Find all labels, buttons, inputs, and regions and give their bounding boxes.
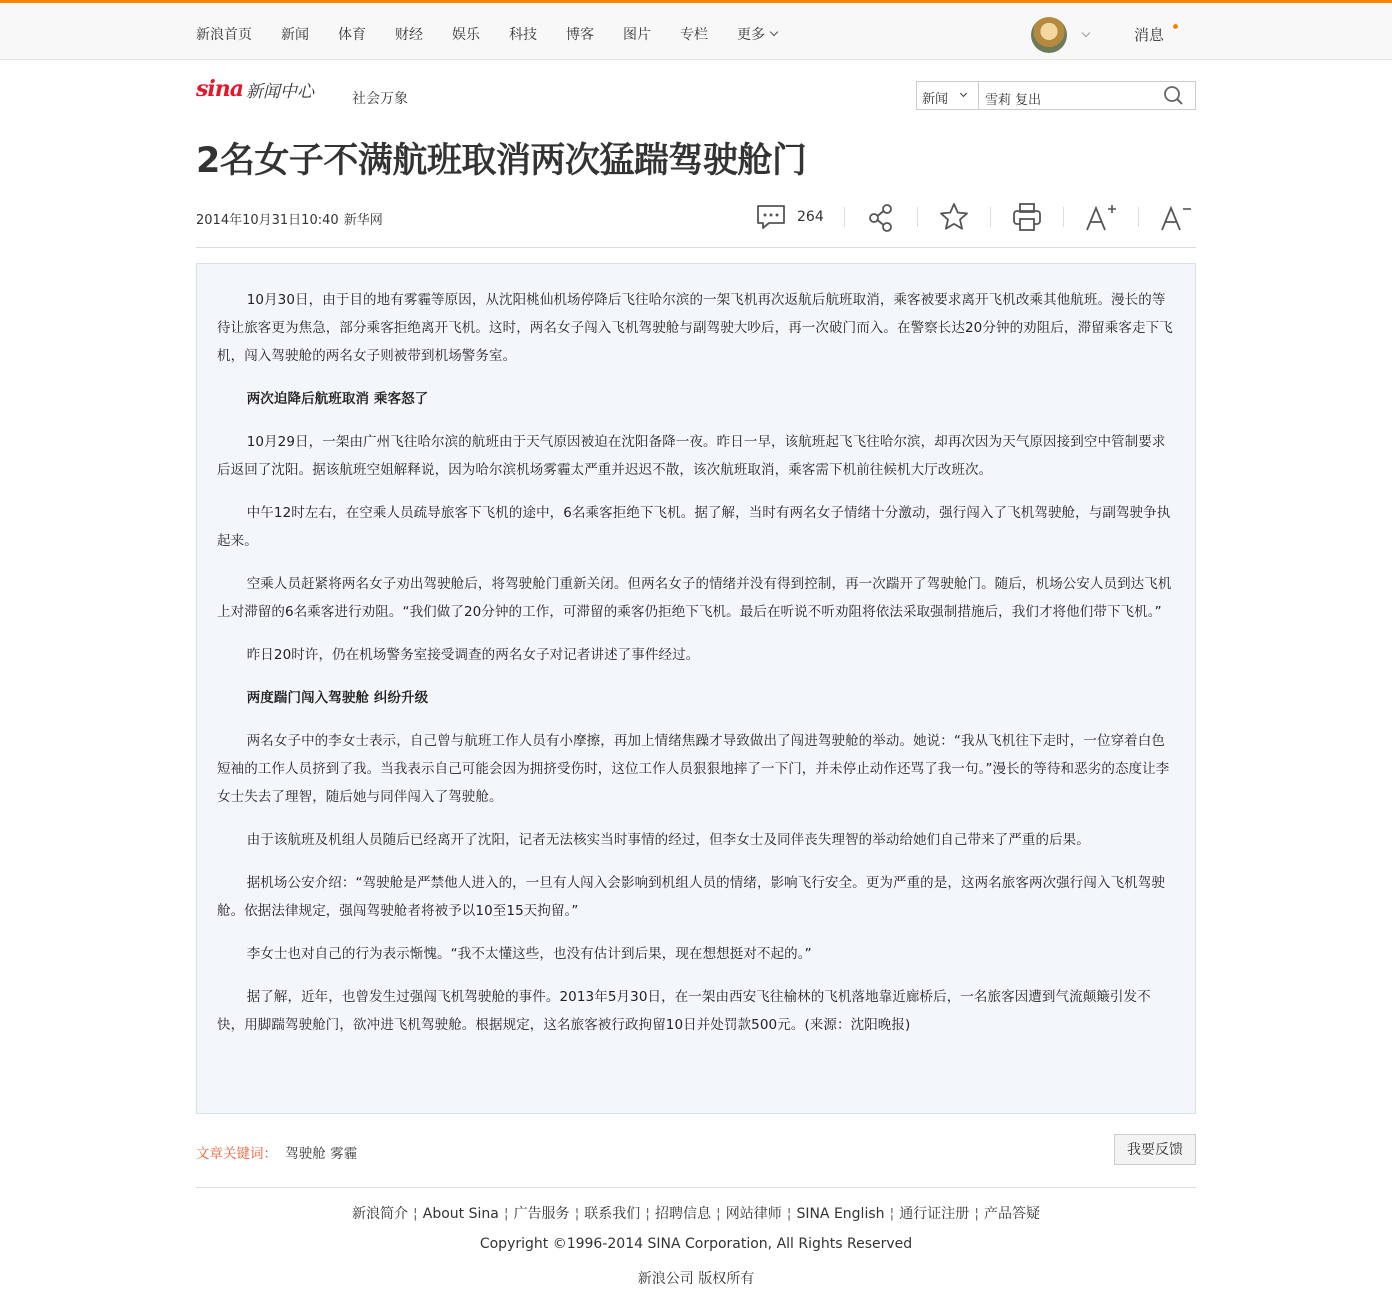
notification-dot	[1172, 23, 1179, 30]
chevron-down-icon	[960, 90, 967, 97]
article-paragraph: 李女士也对自己的行为表示惭愧。“我不太懂这些，也没有估计到后果，现在想想挺对不起的。”	[246, 946, 812, 962]
news-center-label: 新闻中心	[246, 82, 314, 102]
article-source[interactable]: 新华网	[343, 213, 383, 228]
article-paragraph: 由于该航班及机组人员随后已经离开了沈阳，记者无法核实当时事情的经过，但李女士及同伴丧失理智的举动给她们自己带来了严重的后果。	[246, 832, 1090, 848]
divider	[990, 207, 991, 227]
star-icon	[938, 201, 970, 233]
footer-separator: ¦	[645, 1206, 650, 1222]
article-paragraph: 10月29日，一架由广州飞往哈尔滨的航班由于天气原因被迫在沈阳备降一夜。昨日一早，该航班起飞飞往哈尔滨，却再次因为天气原因接到空中管制要求后返回了沈阳。据该航班空姐解释说，因为哈尔滨机场雾霾太严重并迟迟不散，该次航班取消，乘客需下机前往候机大厅改班次。	[217, 434, 1166, 478]
top-nav-bar	[0, 0, 1392, 60]
footer-separator: ¦	[974, 1206, 979, 1222]
footer-separator: ¦	[716, 1206, 721, 1222]
footer-separator: ¦	[413, 1206, 418, 1222]
footer-link-register[interactable]: 通行证注册	[899, 1206, 970, 1222]
comment-button[interactable]	[755, 199, 824, 235]
footer-separator: ¦	[889, 1206, 895, 1222]
nav-item-finance[interactable]: 财经	[395, 27, 423, 43]
comment-icon	[755, 202, 787, 232]
divider	[844, 207, 845, 227]
footer-link-about-sina[interactable]: About Sina	[422, 1206, 499, 1222]
nav-item-news[interactable]: 新闻	[281, 27, 309, 43]
font-increase-button[interactable]	[1084, 199, 1118, 235]
article-paragraph: 据机场公安介绍：“驾驶舱是严禁他人进入的，一旦有人闯入会影响到机组人员的情绪，影响飞行安全。更为严重的是，这两名旅客两次强行闯入飞机驾驶舱。依据法律规定，强闯驾驶舱者将被予以10至15天拘留。”	[217, 875, 1165, 919]
print-button[interactable]	[1011, 199, 1043, 235]
print-icon	[1011, 201, 1043, 233]
article-paragraph: 昨日20时许，仍在机场警务室接受调查的两名女子对记者讲述了事件经过。	[246, 647, 700, 663]
footer-link-lawyer[interactable]: 网站律师	[725, 1206, 782, 1222]
nav-item-blog[interactable]: 博客	[566, 27, 594, 43]
chevron-down-icon[interactable]	[1082, 29, 1090, 37]
article-paragraph: 据了解，近年，也曾发生过强闯飞机驾驶舱的事件。2013年5月30日，在一架由西安飞往榆林的飞机落地靠近廊桥后，一名旅客因遭到气流颠簸引发不快，用脚踹驾驶舱门，欲冲进飞机驾驶舱。根据规定，这名旅客被行政拘留10日并处罚款500元。(来源：沈阳晚报)	[217, 989, 1151, 1033]
footer-separator: ¦	[786, 1206, 792, 1222]
copyright-text: Copyright ©1996-2014 SINA Corporation, All Rights Reserved	[479, 1236, 913, 1252]
footer-link-faq[interactable]: 产品答疑	[983, 1206, 1040, 1222]
top-nav	[196, 24, 806, 44]
article-keywords	[196, 1142, 357, 1162]
article-paragraph: 两名女子中的李女士表示，自己曾与航班工作人员有小摩擦，再加上情绪焦躁才导致做出了闯进驾驶舱的举动。她说：“我从飞机往下走时，一位穿着白色短袖的工作人员挤到了我。当我表示自己可能会因为拥挤受伤时，这位工作人员狠狠地摔了一下门，并未停止动作还骂了我一句。”漫长的等待和恶劣的态度让李女士失去了理智，随后她与同伴闯入了驾驶舱。	[217, 733, 1170, 805]
search-button[interactable]	[1155, 82, 1195, 109]
sina-news-logo[interactable]	[196, 76, 314, 102]
divider	[196, 1187, 1196, 1188]
article-toolbar	[755, 199, 1193, 235]
search-input[interactable]	[979, 82, 1155, 109]
footer-link-about[interactable]: 新浪简介	[352, 1206, 409, 1222]
search-icon	[1155, 82, 1195, 109]
sina-logo-text: sina	[196, 76, 243, 102]
article-subheading: 两次迫降后航班取消 乘客怒了	[246, 391, 429, 407]
keywords-links[interactable]: 驾驶舱 雾霾	[285, 1146, 358, 1162]
nav-item-photos[interactable]: 图片	[623, 27, 651, 43]
comment-count: 264	[797, 209, 824, 225]
divider	[1138, 207, 1139, 227]
footer-link-jobs[interactable]: 招聘信息	[655, 1206, 711, 1222]
nav-item-sports[interactable]: 体育	[338, 27, 366, 43]
article-paragraph: 中午12时左右，在空乘人员疏导旅客下飞机的途中，6名乘客拒绝下飞机。据了解，当时有两名女子情绪十分激动，强行闯入了飞机驾驶舱，与副驾驶争执起来。	[217, 505, 1171, 549]
font-decrease-icon	[1159, 201, 1193, 233]
footer-link-ads[interactable]: 广告服务	[513, 1206, 570, 1222]
share-icon	[865, 201, 897, 233]
publish-datetime: 2014年10月31日10:40	[196, 213, 339, 228]
company-text: 新浪公司 版权所有	[637, 1271, 755, 1287]
font-decrease-button[interactable]	[1159, 199, 1193, 235]
footer-links	[196, 1203, 1196, 1223]
nav-item-tech[interactable]: 科技	[509, 27, 537, 43]
footer-link-english[interactable]: SINA English	[796, 1206, 885, 1222]
nav-item-entertainment[interactable]: 娱乐	[452, 27, 480, 43]
article-body	[196, 263, 1196, 1114]
divider	[1063, 207, 1064, 227]
footer-link-contact[interactable]: 联系我们	[584, 1206, 641, 1222]
nav-item-more[interactable]	[737, 24, 777, 44]
article-subheading: 两度踹门闯入驾驶舱 纠纷升级	[246, 690, 429, 706]
search-box	[916, 81, 1196, 110]
nav-more-label: 更多	[737, 27, 765, 43]
share-button[interactable]	[865, 199, 897, 235]
nav-item-columns[interactable]: 专栏	[680, 27, 708, 43]
divider	[917, 207, 918, 227]
search-category-value: 新闻	[922, 92, 949, 107]
favorite-button[interactable]	[938, 199, 970, 235]
nav-item-home[interactable]: 新浪首页	[196, 27, 252, 43]
footer-separator: ¦	[503, 1206, 509, 1222]
channel-link[interactable]: 社会万象	[352, 91, 408, 107]
avatar[interactable]	[1031, 17, 1067, 53]
feedback-button[interactable]: 我要反馈	[1114, 1134, 1196, 1165]
footer-separator: ¦	[574, 1206, 580, 1222]
article-title: 2名女子不满航班取消两次猛踹驾驶舱门	[196, 141, 807, 181]
article-paragraph: 空乘人员赶紧将两名女子劝出驾驶舱后，将驾驶舱门重新关闭。但两名女子的情绪并没有得到控制，再一次踹开了驾驶舱门。随后，机场公安人员到达飞机上对滞留的6名乘客进行劝阻。“我们做了20分钟的工作，可滞留的乘客仍拒绝下飞机。最后在听说不听劝阻将依法采取强制措施后，我们才将他们带下飞机。”	[217, 576, 1172, 620]
article-meta	[196, 209, 383, 228]
keywords-label: 文章关键词：	[196, 1146, 277, 1162]
chevron-down-icon	[770, 28, 778, 36]
article-paragraph: 10月30日，由于目的地有雾霾等原因，从沈阳桃仙机场停降后飞往哈尔滨的一架飞机再次返航后航班取消，乘客被要求离开飞机改乘其他航班。漫长的等待让旅客更为焦急，部分乘客拒绝离开飞机。这时，两名女子闯入飞机驾驶舱与副驾驶大吵后，再一次破门而入。在警察长达20分钟的劝阻后，滞留乘客走下飞机，闯入驾驶舱的两名女子则被带到机场警务室。	[217, 292, 1173, 364]
search-category-select[interactable]	[917, 82, 979, 109]
font-increase-icon	[1084, 201, 1118, 233]
messages-link[interactable]: 消息	[1134, 26, 1165, 44]
divider	[196, 247, 1196, 248]
